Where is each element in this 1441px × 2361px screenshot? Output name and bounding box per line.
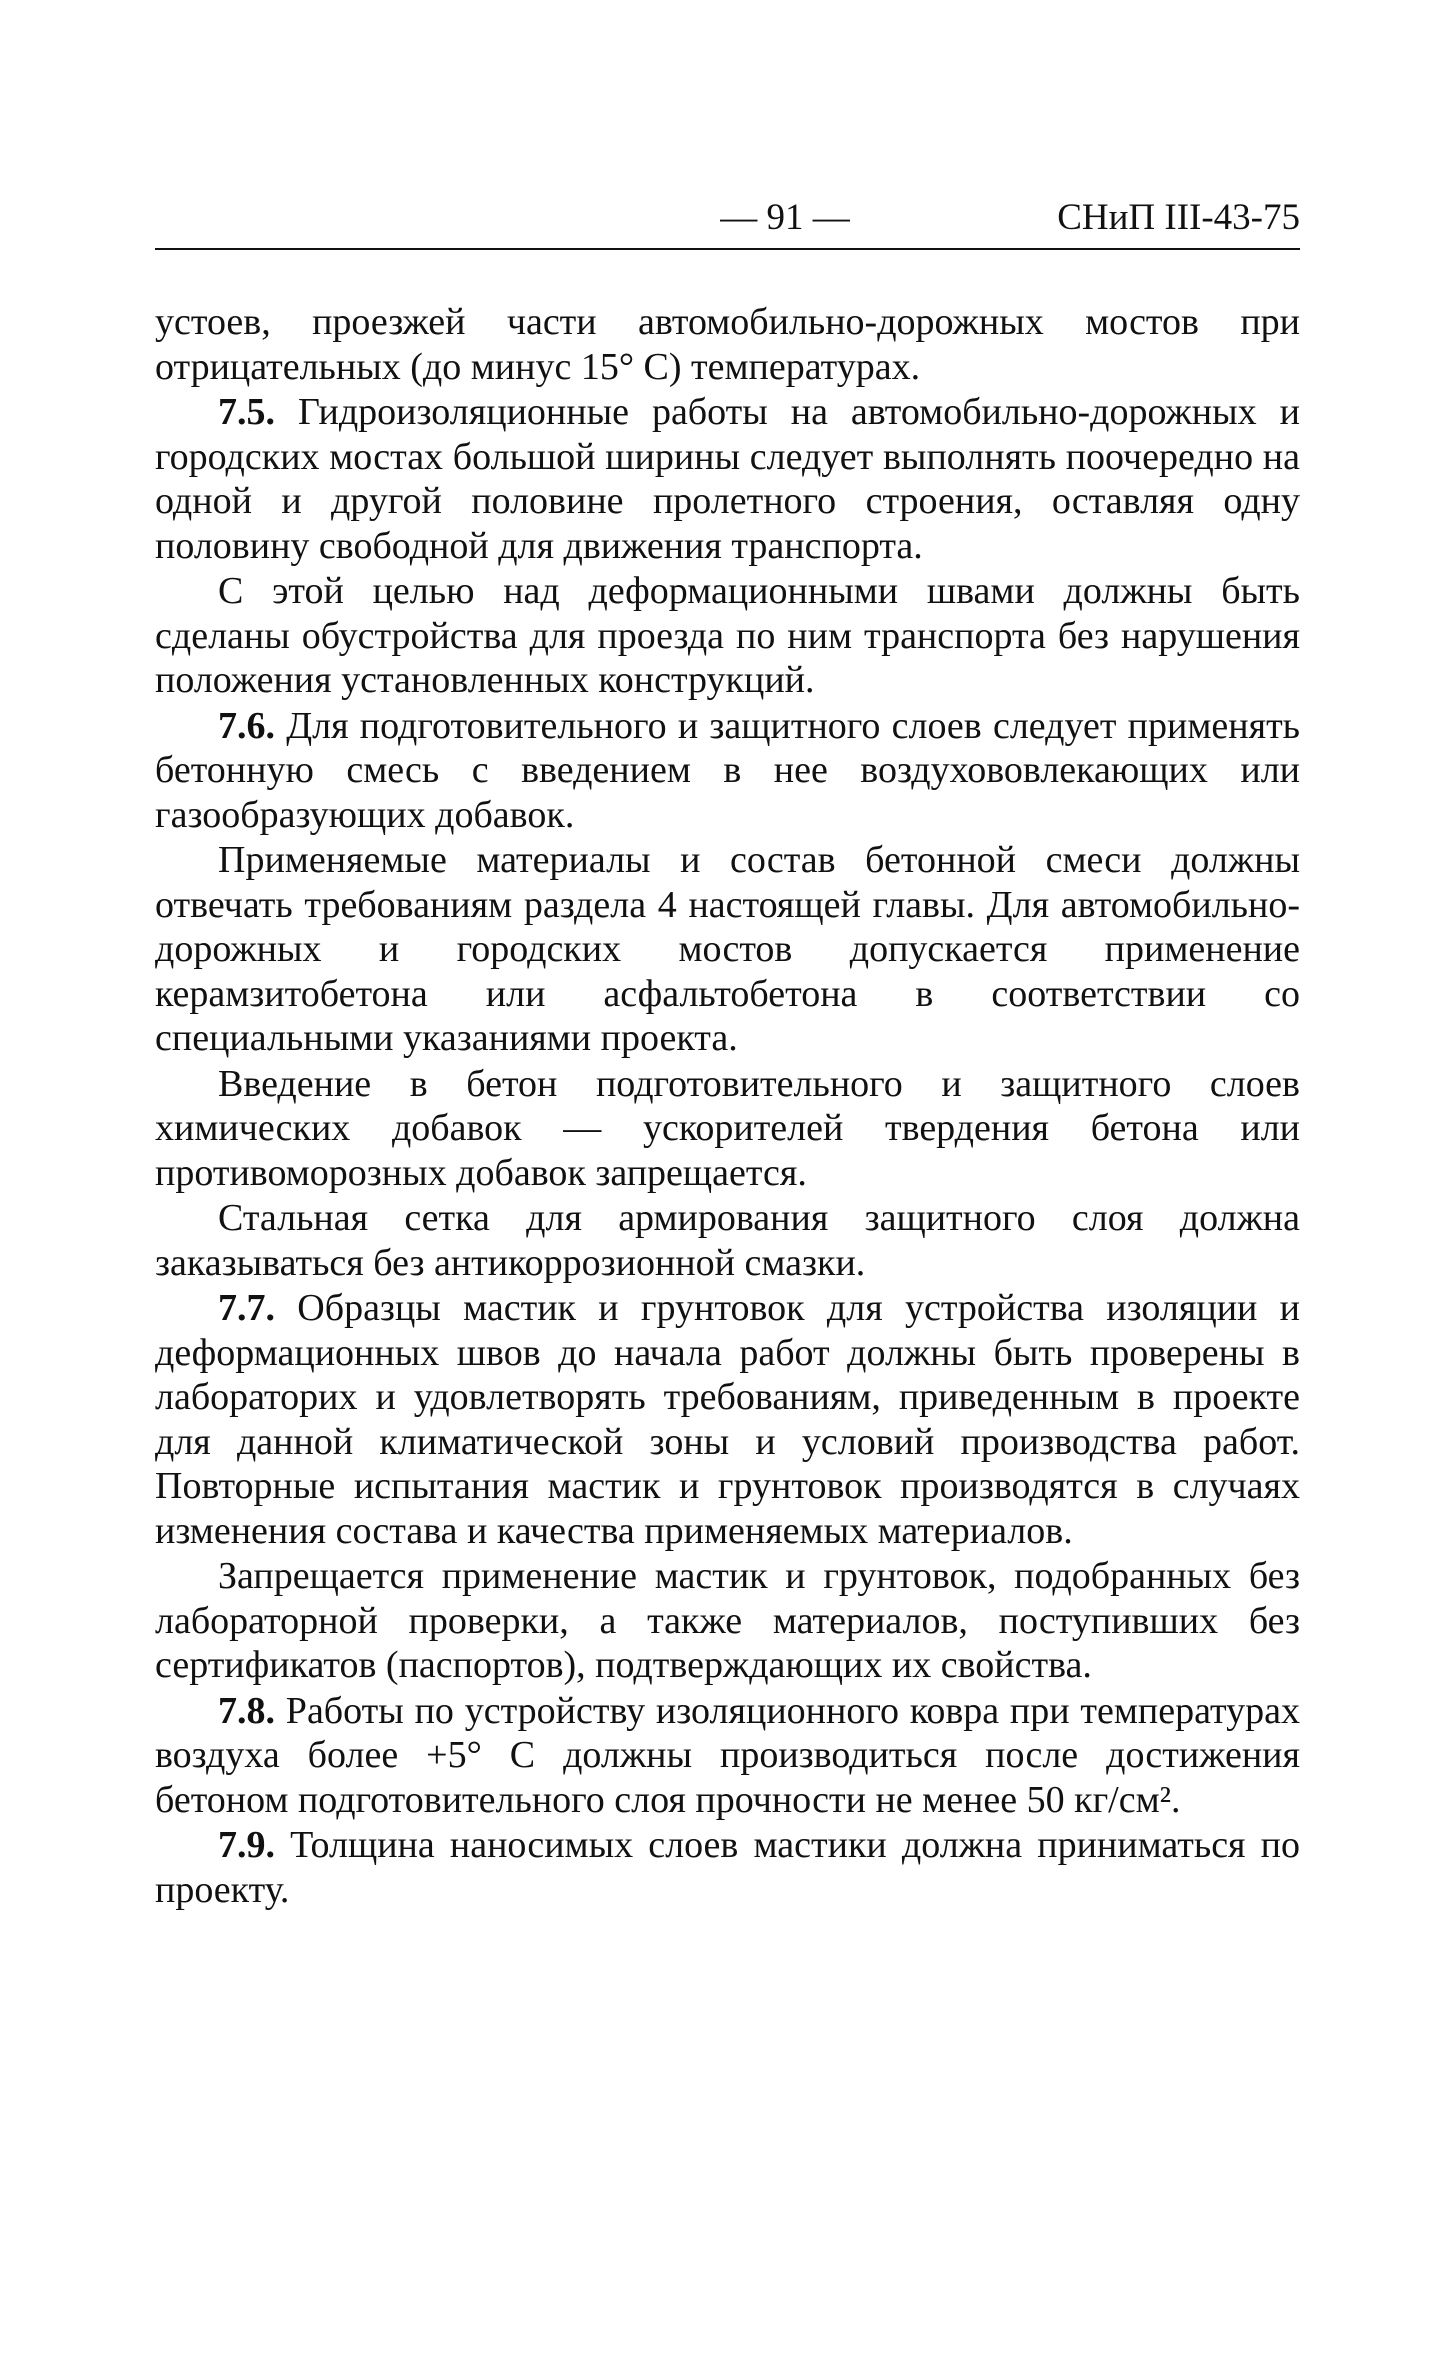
paragraph <box>155 838 1300 1061</box>
document-code: СНиП III-43-75 <box>1057 197 1300 238</box>
clause-number: 7.7. <box>218 1287 275 1329</box>
paragraph <box>155 569 1300 703</box>
body-text <box>155 300 1300 1913</box>
paragraph-text: Толщина наносимых слоев мастики должна приниматься по проекту. <box>155 1824 1300 1911</box>
clause-number: 7.8. <box>218 1689 275 1732</box>
paragraph-text: Введение в бетон подготовительного и защитного слоев химических добавок — ускорителей твердения бетона или противоморозных добавок запрещается. <box>155 1062 1300 1194</box>
paragraph <box>155 1554 1300 1688</box>
paragraph-text: Для подготовительного и защитного слоев следует применять бетонную смесь с введением в нее воздухововлекающих или газообразующих добавок. <box>155 704 1300 836</box>
paragraph-text: Применяемые материалы и состав бетонной смеси должны отвечать требованиям раздела 4 настоящей главы. Для автомобильно-дорожных и городских мостов допускается применение керамзитобетона или асфальтобетона в соответствии со специальными указаниями проекта. <box>155 839 1300 1059</box>
clause-number: 7.9. <box>218 1824 275 1866</box>
paragraph <box>155 1196 1300 1285</box>
paragraph-text: Образцы мастик и грунтовок для устройства изоляции и деформационных швов до начала работ должны быть проверены в лабораторих и удовлетворять требованиям, приведенным в проекте для данной климатической зоны и условий производства работ. Повторные испытания мастик и грунтовок производятся в случаях изменения состава и качества применяемых материалов. <box>155 1287 1300 1552</box>
paragraph <box>155 1286 1300 1553</box>
paragraph <box>155 1689 1300 1823</box>
header-divider <box>155 248 1300 250</box>
paragraph <box>155 1062 1300 1196</box>
paragraph-text: Стальная сетка для армирования защитного слоя должна заказываться без антикоррозионной смазки. <box>155 1197 1300 1284</box>
page-header <box>155 194 1300 248</box>
paragraph <box>155 390 1300 568</box>
paragraph-text: устоев, проезжей части автомобильно-дорожных мостов при отрицательных (до минус 15° С) температурах. <box>155 301 1300 388</box>
paragraph <box>155 1823 1300 1912</box>
paragraph <box>155 704 1300 838</box>
paragraph-text: С этой целью над деформационными швами должны быть сделаны обустройства для проезда по ним транспорта без нарушения положения установленных конструкций. <box>155 570 1300 701</box>
paragraph-text: Запрещается применение мастик и грунтовок, подобранных без лабораторной проверки, а также материалов, поступивших без сертификатов (паспортов), подтверждающих их свойства. <box>155 1555 1300 1686</box>
paragraph-text: Работы по устройству изоляционного ковра при температурах воздуха более +5° С должны производиться после достижения бетоном подготовительного слоя прочности не менее 50 кг/см². <box>155 1689 1300 1821</box>
paragraph <box>155 300 1300 389</box>
page-number: — 91 — <box>720 197 850 238</box>
clause-number: 7.5. <box>218 391 275 433</box>
clause-number: 7.6. <box>218 704 275 747</box>
paragraph-text: Гидроизоляционные работы на автомобильно-дорожных и городских мостах большой ширины следует выполнять поочередно на одной и другой половине пролетного строения, оставляя одну половину свободной для движения транспорта. <box>155 391 1300 567</box>
